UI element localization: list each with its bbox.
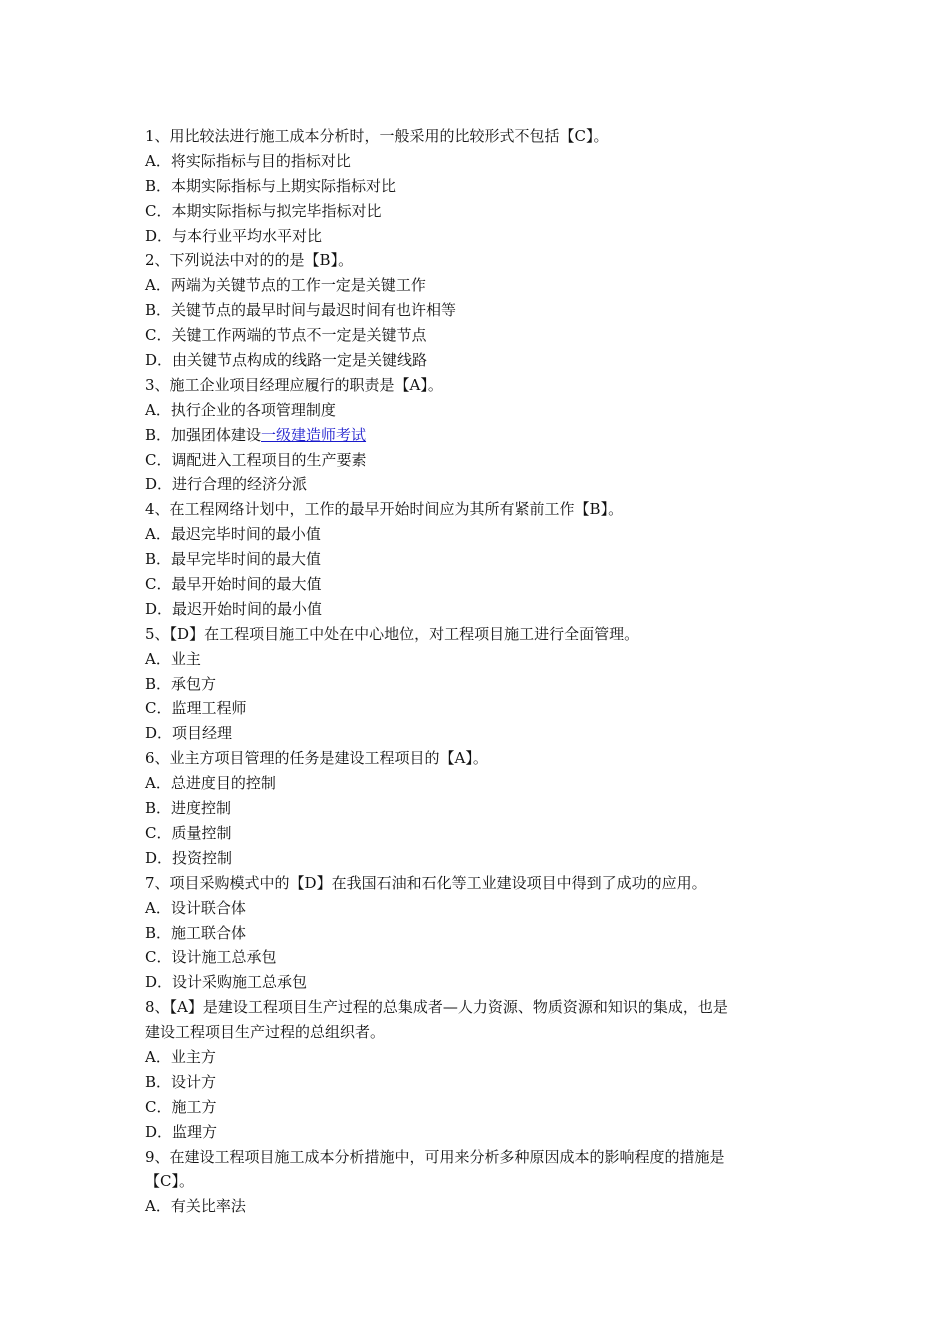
answer-option: D．设计采购施工总承包 [145, 973, 308, 992]
question-stem: 2、下列说法中对的的是【B】。 [145, 251, 354, 270]
answer-option: C．质量控制 [145, 823, 232, 842]
answer-option: A．最迟完毕时间的最小值 [145, 525, 321, 544]
question-stem-continued: 【C】。 [145, 1172, 194, 1191]
answer-option: C．最早开始时间的最大值 [145, 575, 322, 594]
answer-option: B．施工联合体 [145, 923, 247, 942]
answer-option: D．项目经理 [145, 724, 233, 743]
question-stem: 5、【D】在工程项目施工中处在中心地位，对工程项目施工进行全面管理。 [145, 624, 640, 643]
answer-option: B．最早完毕时间的最大值 [145, 550, 322, 569]
answer-option: D．投资控制 [145, 848, 233, 867]
answer-option: A．设计联合体 [145, 898, 246, 917]
answer-option: A．业主方 [145, 1047, 216, 1066]
answer-option-text: B．加强团体建设 [145, 425, 262, 444]
answer-option: B．关键节点的最早时间与最迟时间有也许相等 [145, 301, 457, 320]
answer-option: A．将实际指标与目的指标对比 [145, 151, 351, 170]
answer-option: C．监理工程师 [145, 699, 247, 718]
answer-option: D．由关键节点构成的线路一定是关键线路 [145, 351, 428, 370]
answer-option: D．进行合理的经济分派 [145, 475, 308, 494]
exam-link[interactable]: 一级建造师考试 [261, 425, 367, 444]
answer-option: B．设计方 [145, 1072, 217, 1091]
question-stem: 8、【A】是建设工程项目生产过程的总集成者—人力资源、物质资源和知识的集成，也是 [145, 998, 728, 1017]
question-stem: 4、在工程网络计划中，工作的最早开始时间应为其所有紧前工作【B】。 [145, 500, 624, 519]
answer-option: D．最迟开始时间的最小值 [145, 599, 323, 618]
answer-option: D．与本行业平均水平对比 [145, 226, 323, 245]
answer-option: C．调配进入工程项目的生产要素 [145, 450, 367, 469]
answer-option: A．执行企业的各项管理制度 [145, 400, 336, 419]
answer-option: D．监理方 [145, 1122, 218, 1141]
answer-option: A．两端为关键节点的工作一定是关键工作 [145, 276, 426, 295]
answer-option: A．有关比率法 [145, 1197, 246, 1216]
answer-option: C．设计施工总承包 [145, 948, 277, 967]
question-stem: 7、项目采购模式中的【D】在我国石油和石化等工业建设项目中得到了成功的应用。 [145, 873, 707, 892]
answer-option: B．承包方 [145, 674, 217, 693]
answer-option-with-link [145, 423, 810, 448]
answer-option: C．本期实际指标与拟完毕指标对比 [145, 201, 382, 220]
question-stem: 1、用比较法进行施工成本分析时，一般采用的比较形式不包括【C】。 [145, 127, 609, 145]
answer-option: A．总进度目的控制 [145, 774, 276, 793]
question-stem-continued: 建设工程项目生产过程的总组织者。 [145, 1023, 386, 1042]
answer-option: C．关键工作两端的节点不一定是关键节点 [145, 326, 427, 345]
question-stem: 9、在建设工程项目施工成本分析措施中，可用来分析多种原因成本的影响程度的措施是 [145, 1147, 725, 1166]
answer-option: B．本期实际指标与上期实际指标对比 [145, 176, 397, 195]
answer-option: A．业主 [145, 649, 201, 668]
question-stem: 6、业主方项目管理的任务是建设工程项目的【A】。 [145, 749, 488, 768]
question-stem: 3、施工企业项目经理应履行的职责是【A】。 [145, 375, 443, 394]
question-list [145, 124, 810, 1219]
answer-option: B．进度控制 [145, 799, 232, 818]
answer-option: C．施工方 [145, 1097, 217, 1116]
